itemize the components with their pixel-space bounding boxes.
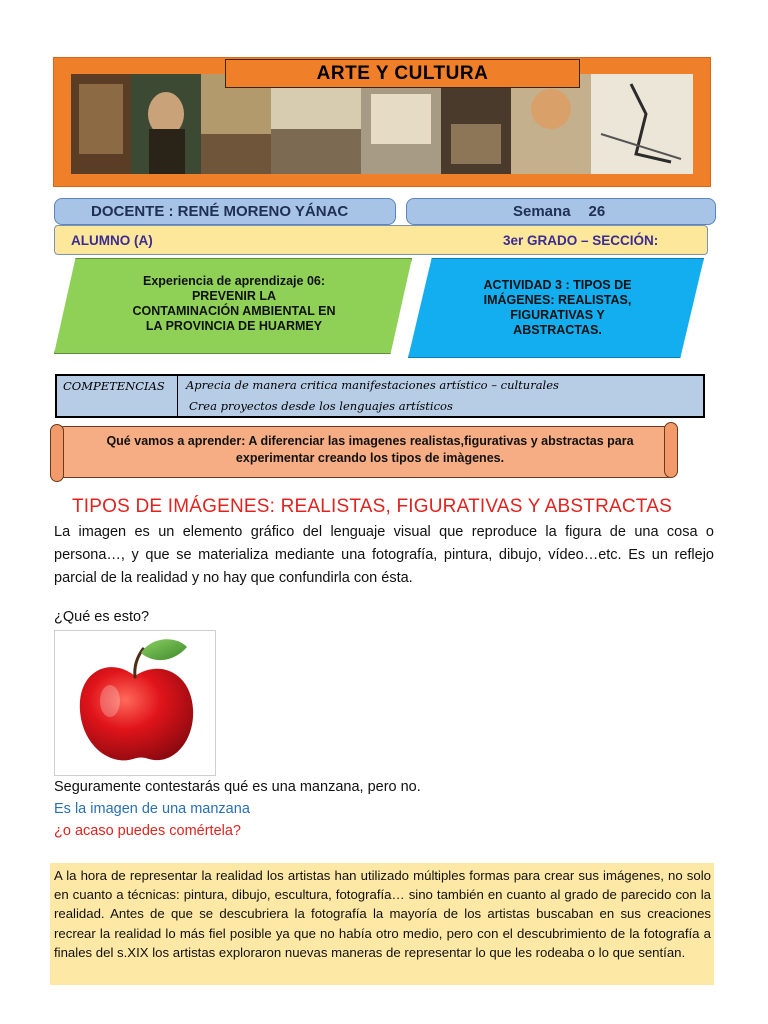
competencia-item: Aprecia de manera critica manifestaciones artístico – culturales — [186, 378, 559, 392]
actividad-line: FIGURATIVAS Y — [510, 308, 605, 322]
actividad-line: IMÁGENES: REALISTAS, — [483, 293, 632, 307]
question-text: ¿Qué es esto? — [54, 609, 150, 625]
objetivo-line: experimentar creando los tipos de imàgenes. — [235, 451, 505, 465]
red-question: ¿o acaso puedes comértela? — [54, 823, 241, 839]
experiencia-line: Experiencia de aprendizaje 06: — [142, 274, 326, 288]
actividad-line: ABSTRACTAS. — [513, 323, 602, 337]
experiencia-line: PREVENIR LA — [191, 289, 277, 303]
art-collage-image — [71, 74, 693, 174]
answer-text: Seguramente contestarás qué es una manzana, pero no. — [54, 779, 421, 795]
alumno-bar — [54, 225, 708, 255]
collage-artwork — [71, 74, 693, 174]
semana-box — [406, 198, 716, 225]
docente-label: DOCENTE : RENÉ MORENO YÁNAC — [54, 198, 396, 225]
history-paragraph: A la hora de representar la realidad los artistas han utilizado múltiples formas para crear sus imágenes, no solo en cuanto a técnicas: pintura, dibujo, escultura, fotografía… sino también en cuanto al grado de parecido con la realidad. Antes de que se descubriera la fotografía la mayoría de los artistas buscaban en sus creaciones recrear la realidad lo más fiel posible ya que no había otro medio, pero con el descubrimiento de la fotografía a finales del s.XIX los artistas exploraron nuevas maneras de representar lo que les rodeaba o lo que sentían. — [54, 868, 711, 960]
section-heading: TIPOS DE IMÁGENES: REALISTAS, FIGURATIVAS Y ABSTRACTAS — [72, 496, 672, 517]
competencias-label: COMPETENCIAS — [57, 376, 178, 416]
grado-seccion-label: 3er GRADO – SECCIÓN: — [503, 233, 659, 248]
actividad-line: ACTIVIDAD 3 : TIPOS DE — [483, 278, 632, 292]
red-apple-image — [54, 630, 216, 776]
alumno-label: ALUMNO (A) — [71, 233, 153, 248]
scroll-curl-right — [664, 422, 678, 478]
page-title: ARTE Y CULTURA — [225, 59, 580, 88]
apple-drawing — [55, 631, 215, 775]
intro-paragraph: La imagen es un elemento gráfico del lenguaje visual que reproduce la figura de una cosa o persona…, y que se materializa mediante una fotografía, pintura, dibujo, vídeo…etc. Es un reflejo parcial de la realidad y no hay que confundirla con ésta. — [54, 524, 714, 586]
blue-statement: Es la imagen de una manzana — [54, 801, 250, 817]
semana-number: 26 — [588, 203, 606, 220]
experiencia-line: CONTAMINACIÓN AMBIENTAL EN — [132, 304, 336, 318]
experiencia-text — [94, 274, 374, 334]
experiencia-line: LA PROVINCIA DE HUARMEY — [145, 319, 323, 333]
actividad-text — [445, 278, 670, 338]
objetivo-text — [80, 433, 660, 467]
scroll-curl-left — [50, 424, 64, 482]
semana-label: Semana — [513, 203, 571, 220]
competencia-item: Crea proyectos desde los lenguajes artísticos — [189, 399, 453, 413]
objetivo-line: Qué vamos a aprender: A diferenciar las imagenes realistas,figurativas y abstractas para — [106, 434, 634, 448]
